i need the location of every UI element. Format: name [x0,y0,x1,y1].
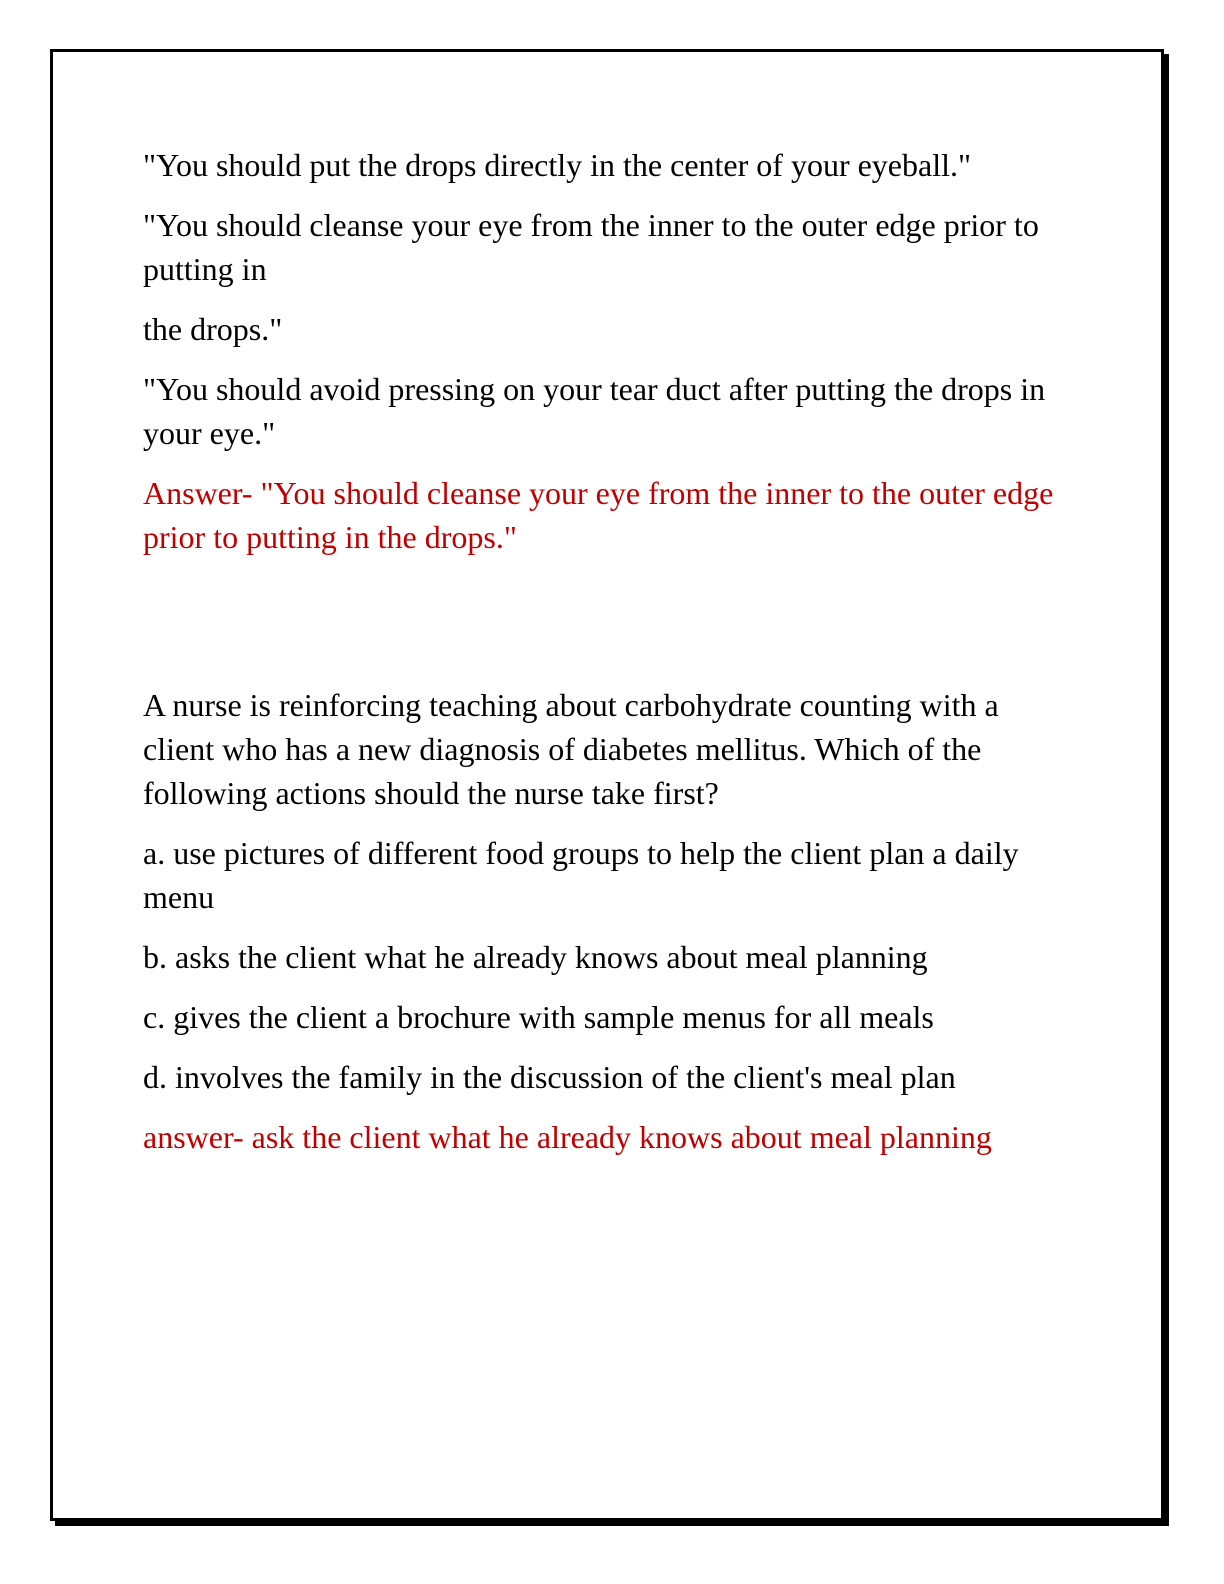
q1-answer: Answer- "You should cleanse your eye from the inner to the outer edge prior to putting in the drops." [143,475,1054,555]
q1-option-2: "You should cleanse your eye from the inner to the outer edge prior to putting in [143,207,1039,287]
q2-option-a: a. use pictures of different food groups to help the client plan a daily menu [143,835,1019,915]
q1-option-1: "You should put the drops directly in the center of your eyeball." [143,147,972,183]
document-content [143,143,1073,1175]
q2-answer: answer- ask the client what he already knows about meal planning [143,1119,992,1155]
q2-option-d: d. involves the family in the discussion of the client's meal plan [143,1059,956,1095]
section-spacer [143,575,1073,683]
q1-option-2-continued: the drops." [143,311,283,347]
q2-option-b: b. asks the client what he already knows about meal planning [143,939,928,975]
q2-stem: A nurse is reinforcing teaching about carbohydrate counting with a client who has a new diagnosis of diabetes mellitus. Which of the following actions should the nurse take first? [143,687,999,811]
q2-option-c: c. gives the client a brochure with sample menus for all meals [143,999,934,1035]
q1-option-3: "You should avoid pressing on your tear duct after putting the drops in your eye." [143,371,1046,451]
